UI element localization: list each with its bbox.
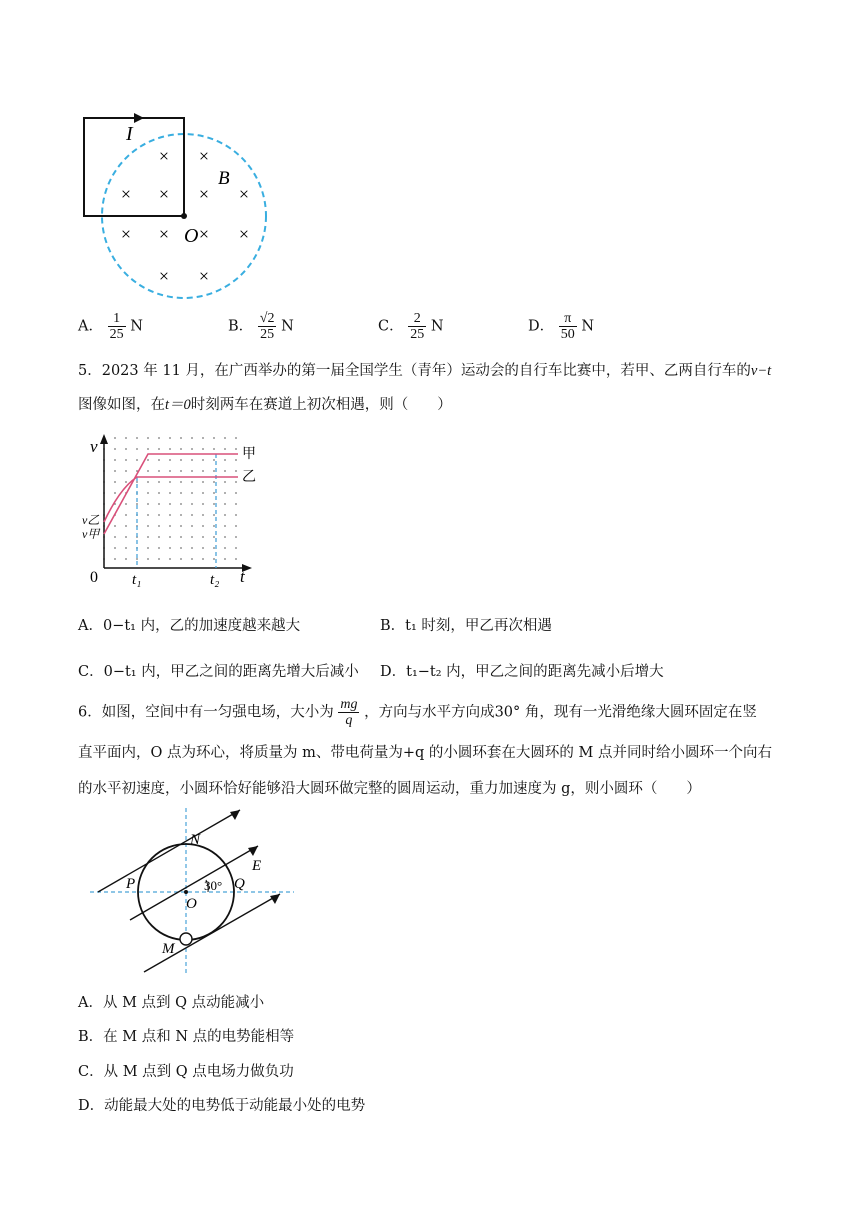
q4-option-c[interactable]: C． $\frac{2}{25}$ N xyxy=(378,311,444,342)
field-cross: × xyxy=(158,224,170,244)
point-M: M xyxy=(162,941,175,957)
field-cross: × xyxy=(198,224,210,244)
tick-v-yi: v乙 xyxy=(82,513,100,527)
origin: 0 xyxy=(90,569,98,586)
q5-option-b[interactable]: B．t₁ 时刻，甲乙再次相遇 xyxy=(380,618,552,634)
tick-v-jia: v甲 xyxy=(82,527,100,541)
legend-yi: 乙 xyxy=(242,470,256,485)
q4-option-b[interactable]: B． $\frac{√2}{25}$ N xyxy=(228,311,294,342)
q5-stem-line2: 图像如图，在t＝0时刻两车在赛道上初次相遇，则（ ） xyxy=(78,397,452,413)
point-N: N xyxy=(190,832,201,848)
q6-stem-line2: 直平面内，O 点为环心，将质量为 m、带电荷量为+q 的小圆环套在大圆环的 M 点并同时给小圆环一个向右 xyxy=(78,745,772,761)
field-cross: × xyxy=(158,266,170,286)
field-cross: × xyxy=(238,184,250,204)
figure-magnetic-field xyxy=(80,110,280,300)
q6-option-b[interactable]: B．在 M 点和 N 点的电势能相等 xyxy=(78,1029,295,1045)
q6-stem-line3: 的水平初速度，小圆环恰好能够沿大圆环做完整的圆周运动，重力加速度为 g，则小圆环（ ） xyxy=(78,781,701,797)
q6-option-d[interactable]: D．动能最大处的电势低于动能最小处的电势 xyxy=(78,1098,366,1114)
q5-option-c[interactable]: C．0−t₁ 内，甲乙之间的距离先增大后减小 xyxy=(78,664,359,680)
q4-option-d[interactable]: D． $\frac{\pi}{50}$ N xyxy=(528,311,595,342)
q6-option-a[interactable]: A．从 M 点到 Q 点动能减小 xyxy=(78,995,265,1011)
legend-jia: 甲 xyxy=(242,447,256,462)
field-cross: × xyxy=(198,184,210,204)
point-P: P xyxy=(126,876,136,892)
angle-label: 30° xyxy=(204,878,223,893)
label-I: I xyxy=(126,123,133,145)
axis-v: v xyxy=(90,437,98,456)
q4-option-a[interactable]: A． $\frac{1}{25}$ N xyxy=(78,311,143,342)
q5-stem-line1: 5．2023 年 11 月，在广西举办的第一届全国学生（青年）运动会的自行车比赛中，若甲、乙两自行车的v−t xyxy=(78,363,772,379)
point-O: O xyxy=(186,896,197,912)
tick-t2: t₂ xyxy=(210,572,220,588)
figure-ring-field xyxy=(90,808,300,978)
field-cross: × xyxy=(158,184,170,204)
axis-t: t xyxy=(240,567,245,586)
q5-option-d[interactable]: D．t₁−t₂ 内，甲乙之间的距离先减小后增大 xyxy=(380,664,664,680)
field-cross: × xyxy=(120,224,132,244)
q5-option-a[interactable]: A．0−t₁ 内，乙的加速度越来越大 xyxy=(78,618,301,634)
field-cross: × xyxy=(120,184,132,204)
field-cross: × xyxy=(198,146,210,166)
figure-vt-graph xyxy=(80,430,270,588)
field-cross: × xyxy=(198,266,210,286)
q6-option-c[interactable]: C．从 M 点到 Q 点电场力做负功 xyxy=(78,1064,294,1080)
label-B: B xyxy=(218,168,230,189)
q6-stem-line1: 6．如图，空间中有一匀强电场，大小为 $\frac{mg}{q}$ ，方向与水平方向成30° 角，现有一光滑绝缘大圆环固定在竖 xyxy=(78,697,757,728)
tick-t1: t₁ xyxy=(132,572,142,588)
field-cross: × xyxy=(158,146,170,166)
field-E: E xyxy=(252,858,262,874)
point-Q: Q xyxy=(234,876,245,892)
field-cross: × xyxy=(238,224,250,244)
label-O: O xyxy=(184,225,199,247)
